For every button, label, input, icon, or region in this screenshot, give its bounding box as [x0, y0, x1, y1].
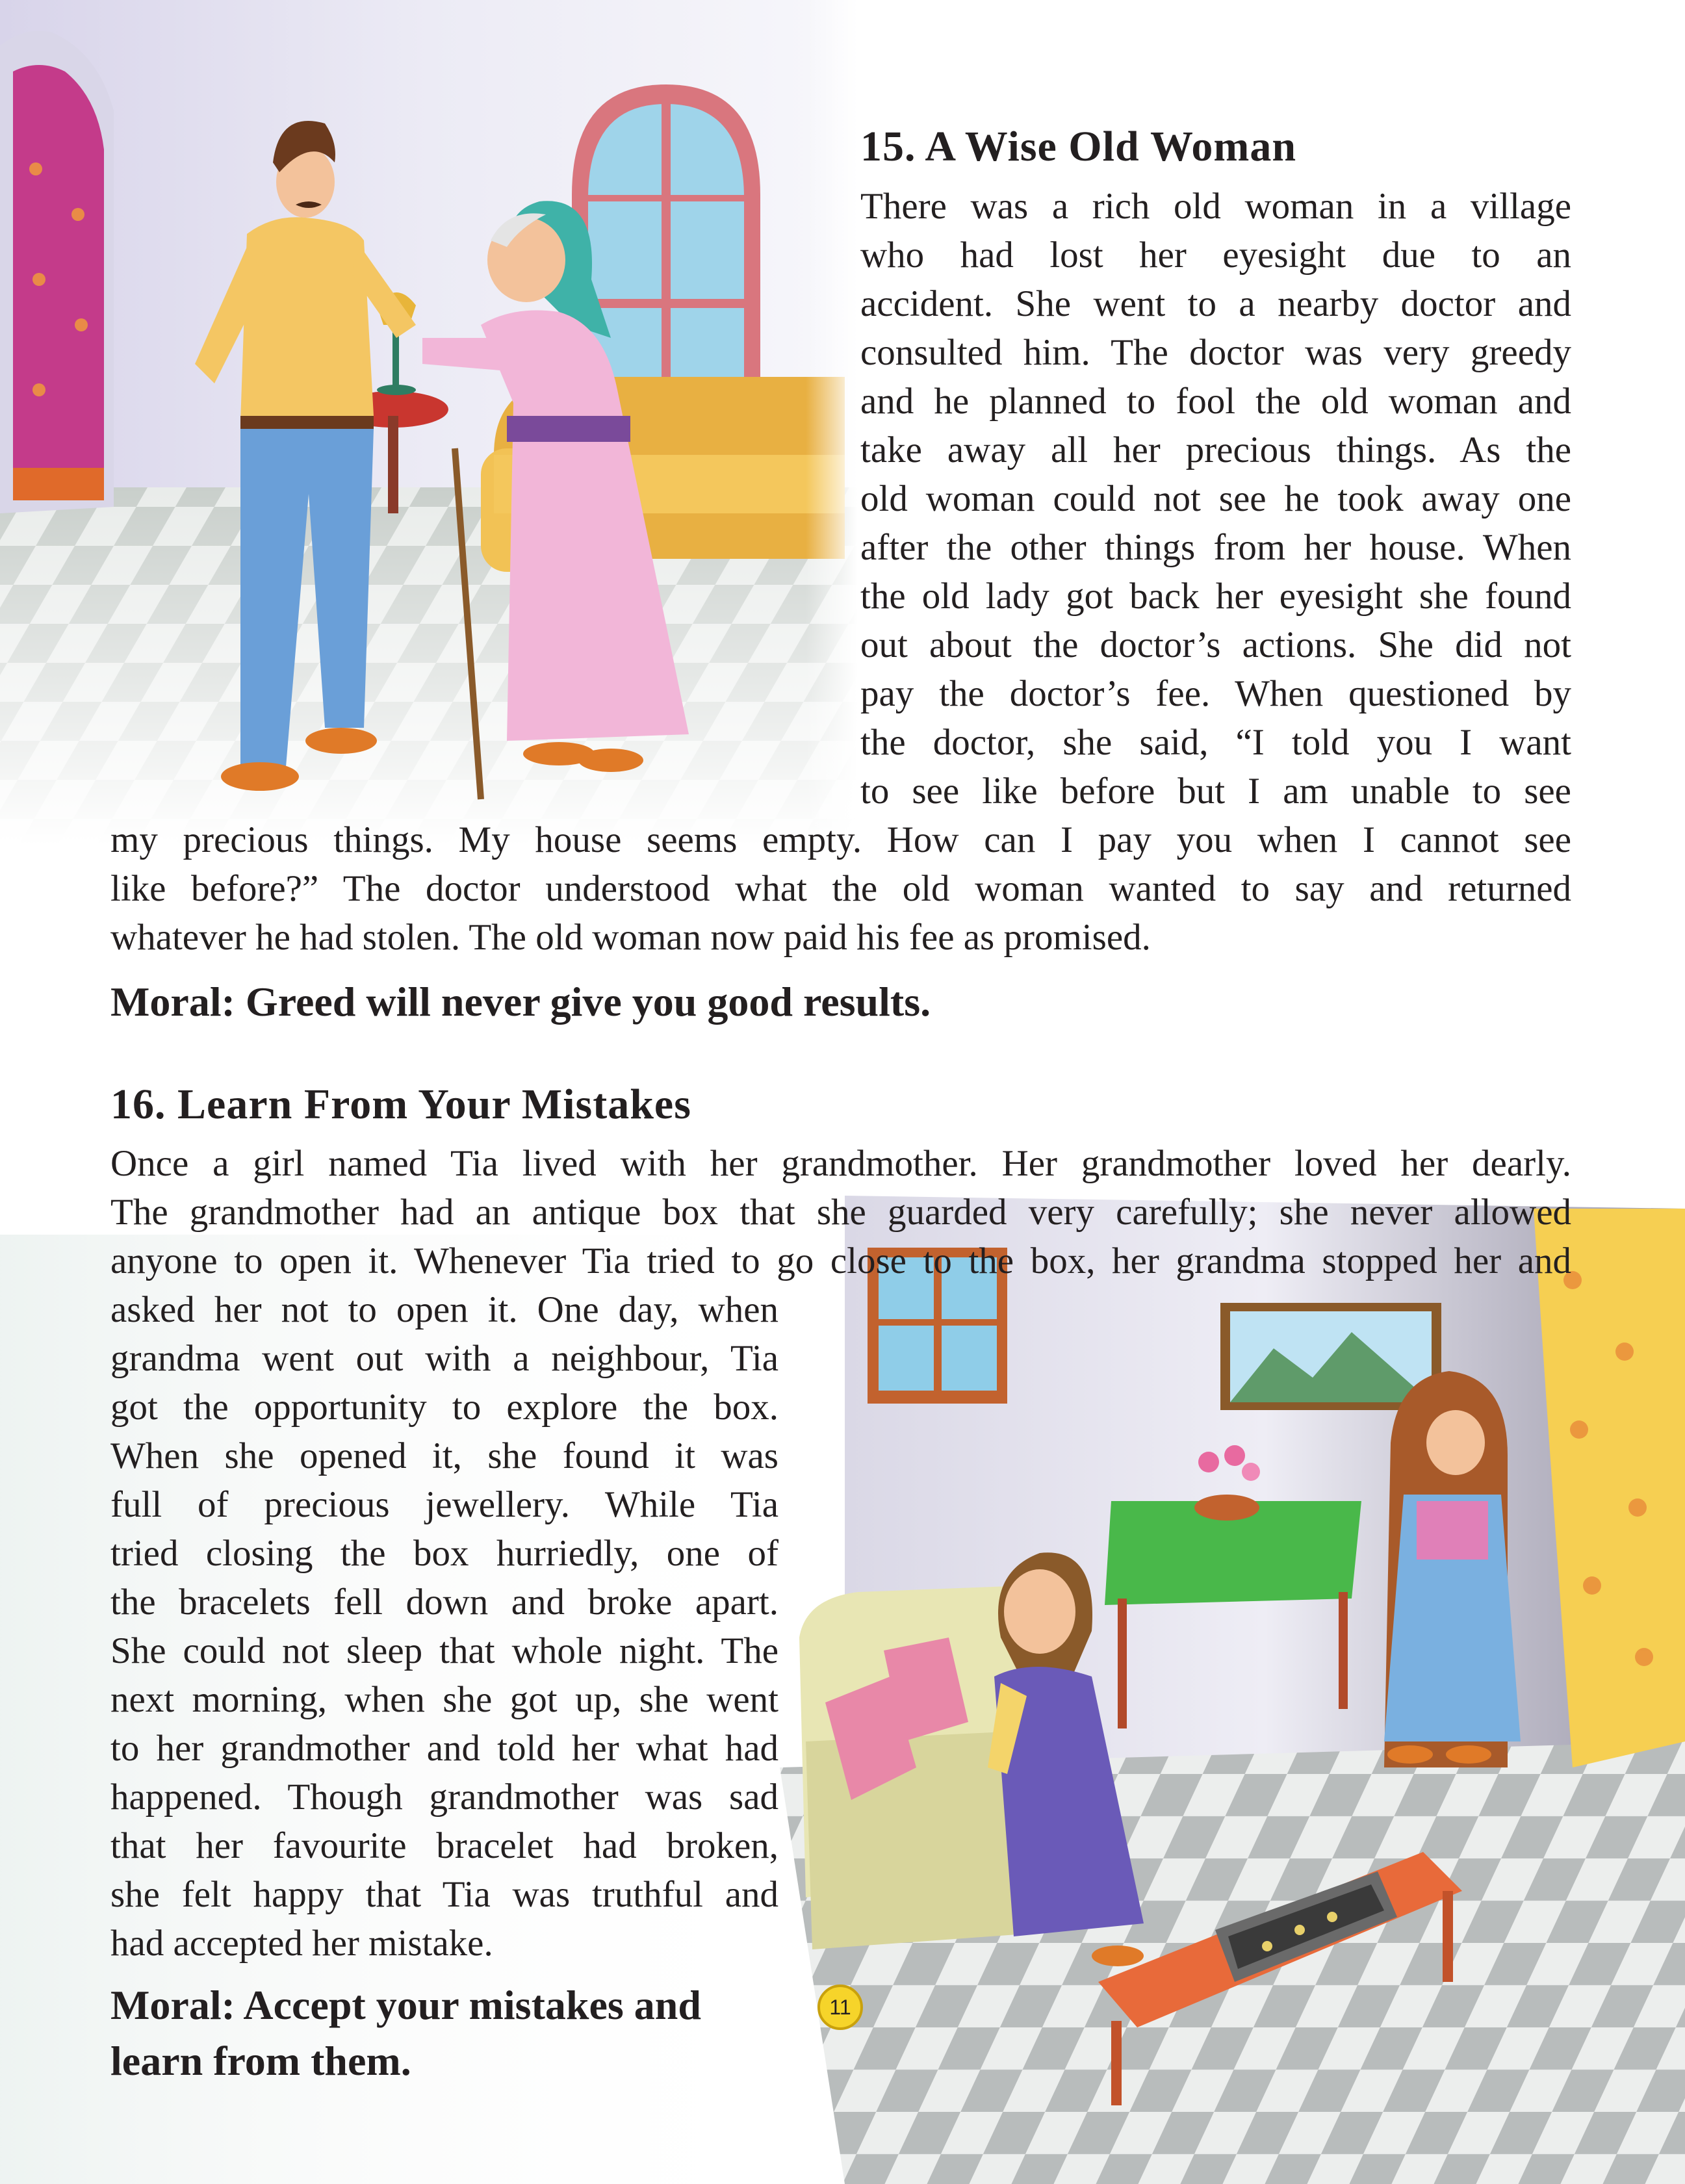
story16-body-full — [110, 1139, 1571, 1285]
text-line: There was a rich old woman in a village — [860, 186, 1571, 227]
text-line: full of precious jewellery. While Tia — [110, 1484, 778, 1525]
text-line: pay the doctor’s fee. When questioned by — [860, 673, 1571, 714]
story16-body-left — [110, 1285, 778, 1968]
story15-body-right — [860, 182, 1571, 816]
story15-body-full — [110, 816, 1571, 962]
text-line: who had lost her eyesight due to an — [860, 235, 1571, 276]
text-line: consulted him. The doctor was very greedy — [860, 332, 1571, 373]
text-line: the bracelets fell down and broke apart. — [110, 1582, 778, 1623]
text-line: grandma went out with a neighbour, Tia — [110, 1338, 778, 1379]
moral-line: learn from them. — [110, 2038, 411, 2084]
text-line: she felt happy that Tia was truthful and — [110, 1874, 778, 1915]
moral-line: Moral: Accept your mistakes and — [110, 1982, 701, 2028]
text-line: Once a girl named Tia lived with her grandmother. Her grandmother loved her dearly. — [110, 1143, 1571, 1184]
text-line: asked her not to open it. One day, when — [110, 1289, 778, 1330]
story15-moral: Moral: Greed will never give you good results. — [110, 979, 931, 1025]
text-line: When she opened it, she found it was — [110, 1435, 778, 1476]
text-line: whatever he had stolen. The old woman now paid his fee as promised. — [110, 917, 1151, 958]
story16-title: 16. Learn From Your Mistakes — [110, 1081, 691, 1128]
illustration-old-woman-and-doctor — [0, 0, 858, 845]
page-number: 11 — [817, 1985, 863, 2030]
text-line: my precious things. My house seems empty. How can I pay you when I cannot see — [110, 819, 1571, 860]
text-line: the doctor, she said, “I told you I want — [860, 722, 1571, 763]
text-line: to see like before but I am unable to see — [860, 771, 1571, 812]
text-line: like before?” The doctor understood what the old woman wanted to say and returned — [110, 868, 1571, 909]
text-line: She could not sleep that whole night. The — [110, 1630, 778, 1671]
text-line: tried closing the box hurriedly, one of — [110, 1533, 778, 1574]
text-line: next morning, when she got up, she went — [110, 1679, 778, 1720]
text-line: had accepted her mistake. — [110, 1923, 493, 1964]
text-line: old woman could not see he took away one — [860, 478, 1571, 519]
text-line: out about the doctor’s actions. She did not — [860, 624, 1571, 665]
text-line: the old lady got back her eyesight she found — [860, 576, 1571, 617]
text-line: and he planned to fool the old woman and — [860, 381, 1571, 422]
text-line: The grandmother had an antique box that she guarded very carefully; she never allowed — [110, 1192, 1571, 1233]
text-line: take away all her precious things. As the — [860, 430, 1571, 470]
text-line: after the other things from her house. When — [860, 527, 1571, 568]
story16-moral — [110, 1979, 786, 2088]
text-line: accident. She went to a nearby doctor and — [860, 283, 1571, 324]
text-line: to her grandmother and told her what had — [110, 1728, 778, 1769]
text-line: happened. Though grandmother was sad — [110, 1777, 778, 1818]
story15-title: 15. A Wise Old Woman — [860, 123, 1297, 170]
text-line: anyone to open it. Whenever Tia tried to go close to the box, her grandma stopped her and — [110, 1240, 1571, 1281]
text-line: that her favourite bracelet had broken, — [110, 1825, 778, 1866]
text-line: got the opportunity to explore the box. — [110, 1387, 778, 1428]
